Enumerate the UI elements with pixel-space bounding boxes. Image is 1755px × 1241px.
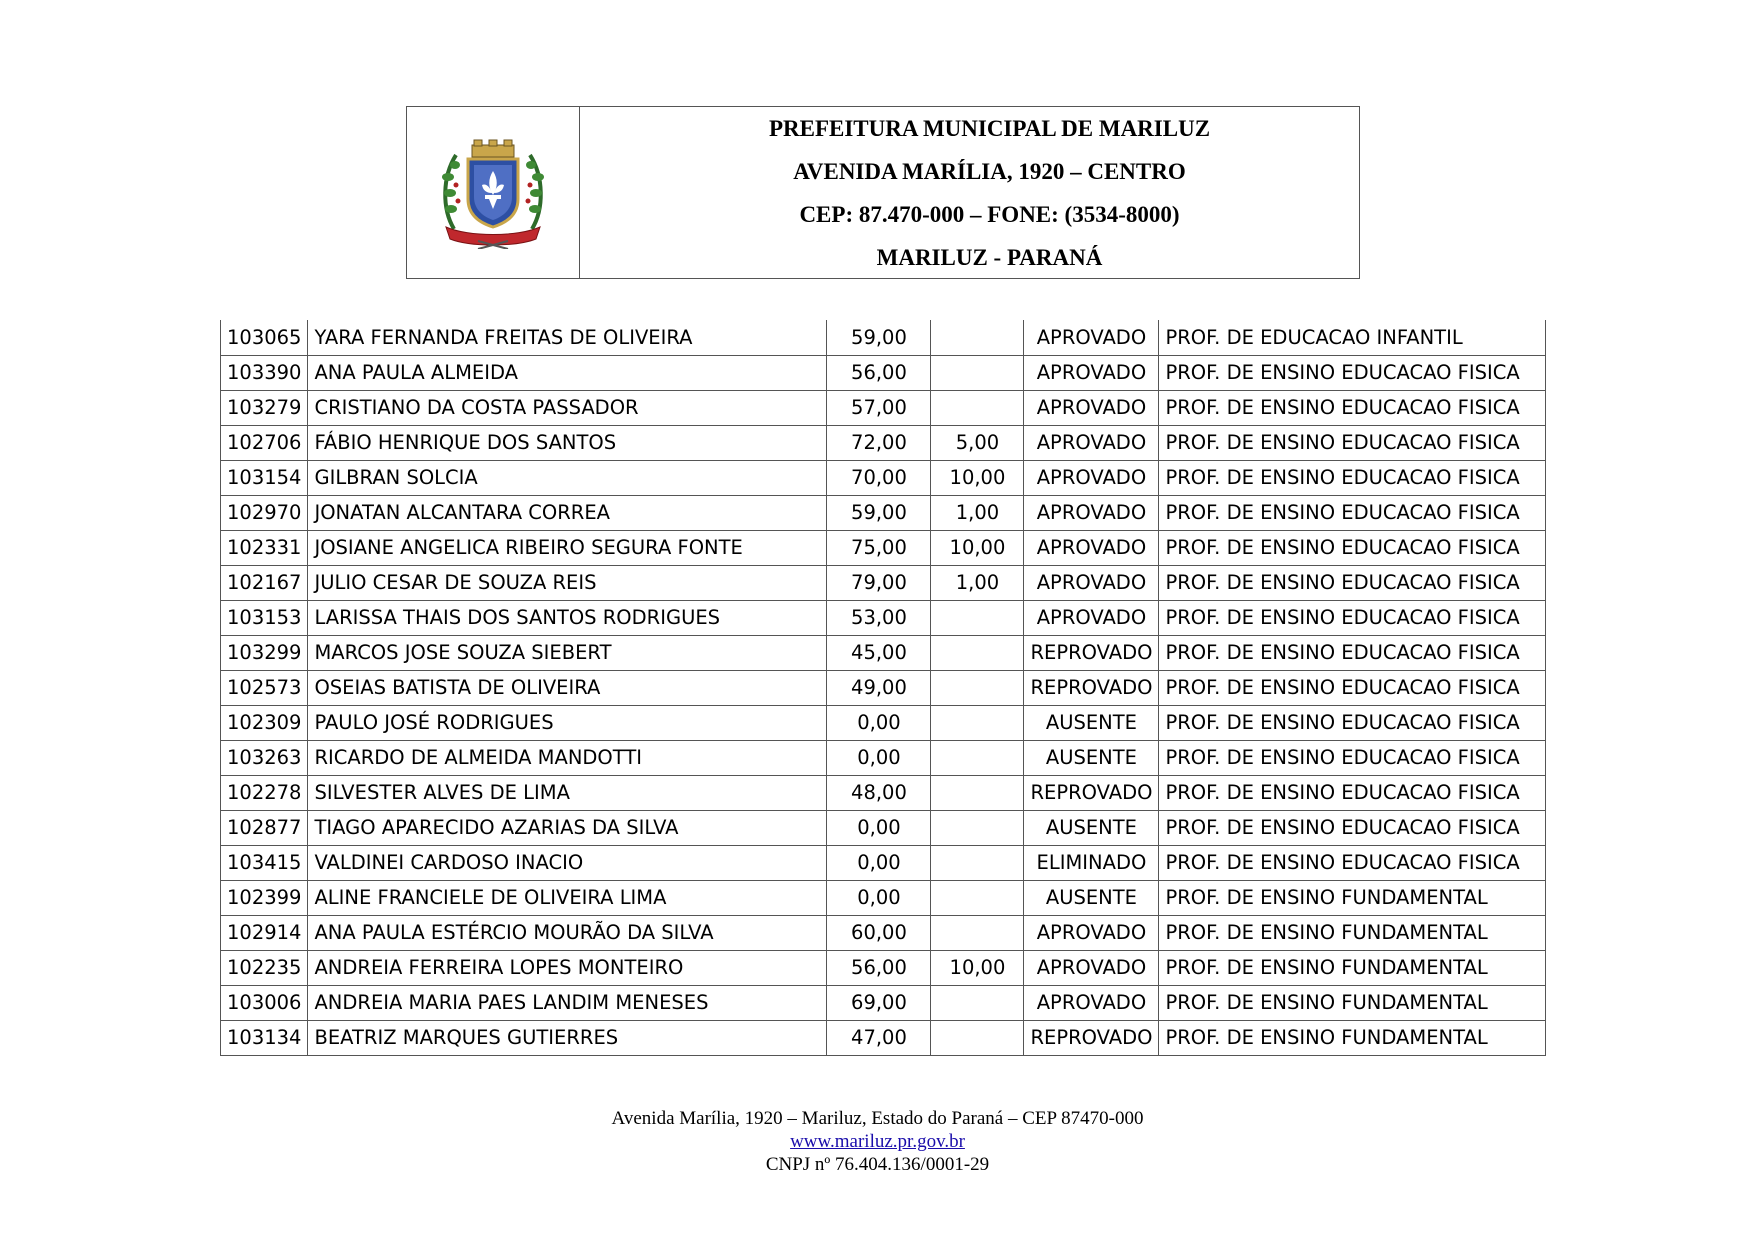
candidate-name-cell: VALDINEI CARDOSO INACIO	[308, 845, 827, 880]
role-cell: PROF. DE EDUCACAO INFANTIL	[1159, 320, 1546, 355]
score-cell: 56,00	[827, 355, 931, 390]
bonus-cell	[931, 1020, 1024, 1055]
results-table	[220, 320, 1546, 1056]
bonus-cell	[931, 775, 1024, 810]
table-row	[221, 950, 1546, 985]
role-cell: PROF. DE ENSINO EDUCACAO FISICA	[1159, 390, 1546, 425]
municipality-address: AVENIDA MARÍLIA, 1920 – CENTRO	[793, 158, 1186, 184]
status-cell: APROVADO	[1024, 950, 1159, 985]
role-cell: PROF. DE ENSINO FUNDAMENTAL	[1159, 950, 1546, 985]
candidate-id-cell: 102309	[221, 705, 308, 740]
letterhead-title-block	[580, 107, 1359, 278]
status-cell: APROVADO	[1024, 915, 1159, 950]
bonus-cell	[931, 880, 1024, 915]
score-cell: 75,00	[827, 530, 931, 565]
score-cell: 0,00	[827, 705, 931, 740]
candidate-name-cell: TIAGO APARECIDO AZARIAS DA SILVA	[308, 810, 827, 845]
candidate-id-cell: 102706	[221, 425, 308, 460]
table-row	[221, 460, 1546, 495]
candidate-name-cell: JOSIANE ANGELICA RIBEIRO SEGURA FONTE	[308, 530, 827, 565]
status-cell: REPROVADO	[1024, 670, 1159, 705]
candidate-id-cell: 103006	[221, 985, 308, 1020]
table-row	[221, 390, 1546, 425]
municipality-city-state: MARILUZ - PARANÁ	[876, 244, 1103, 270]
table-row	[221, 810, 1546, 845]
logo-cell	[407, 107, 580, 278]
role-cell: PROF. DE ENSINO EDUCACAO FISICA	[1159, 845, 1546, 880]
candidate-name-cell: SILVESTER ALVES DE LIMA	[308, 775, 827, 810]
role-cell: PROF. DE ENSINO EDUCACAO FISICA	[1159, 775, 1546, 810]
municipal-coat-of-arms-icon	[438, 137, 548, 249]
role-cell: PROF. DE ENSINO EDUCACAO FISICA	[1159, 355, 1546, 390]
status-cell: APROVADO	[1024, 460, 1159, 495]
candidate-name-cell: RICARDO DE ALMEIDA MANDOTTI	[308, 740, 827, 775]
bonus-cell	[931, 390, 1024, 425]
table-row	[221, 775, 1546, 810]
candidate-name-cell: ANA PAULA ALMEIDA	[308, 355, 827, 390]
candidate-name-cell: JONATAN ALCANTARA CORREA	[308, 495, 827, 530]
status-cell: APROVADO	[1024, 390, 1159, 425]
table-row	[221, 320, 1546, 355]
status-cell: APROVADO	[1024, 320, 1159, 355]
score-cell: 0,00	[827, 740, 931, 775]
candidate-id-cell: 103299	[221, 635, 308, 670]
role-cell: PROF. DE ENSINO EDUCACAO FISICA	[1159, 565, 1546, 600]
score-cell: 59,00	[827, 495, 931, 530]
score-cell: 0,00	[827, 845, 931, 880]
status-cell: AUSENTE	[1024, 740, 1159, 775]
role-cell: PROF. DE ENSINO EDUCACAO FISICA	[1159, 635, 1546, 670]
bonus-cell	[931, 600, 1024, 635]
bonus-cell	[931, 845, 1024, 880]
candidate-name-cell: YARA FERNANDA FREITAS DE OLIVEIRA	[308, 320, 827, 355]
score-cell: 53,00	[827, 600, 931, 635]
role-cell: PROF. DE ENSINO EDUCACAO FISICA	[1159, 495, 1546, 530]
table-row	[221, 915, 1546, 950]
bonus-cell	[931, 355, 1024, 390]
score-cell: 70,00	[827, 460, 931, 495]
candidate-id-cell: 102914	[221, 915, 308, 950]
table-row	[221, 880, 1546, 915]
bonus-cell	[931, 810, 1024, 845]
bonus-cell	[931, 740, 1024, 775]
bonus-cell	[931, 635, 1024, 670]
results-table-body	[221, 320, 1546, 1055]
score-cell: 72,00	[827, 425, 931, 460]
candidate-name-cell: ALINE FRANCIELE DE OLIVEIRA LIMA	[308, 880, 827, 915]
table-row	[221, 565, 1546, 600]
candidate-id-cell: 103153	[221, 600, 308, 635]
bonus-cell: 10,00	[931, 950, 1024, 985]
table-row	[221, 985, 1546, 1020]
status-cell: APROVADO	[1024, 530, 1159, 565]
score-cell: 0,00	[827, 880, 931, 915]
candidate-name-cell: GILBRAN SOLCIA	[308, 460, 827, 495]
score-cell: 47,00	[827, 1020, 931, 1055]
candidate-id-cell: 103279	[221, 390, 308, 425]
role-cell: PROF. DE ENSINO EDUCACAO FISICA	[1159, 740, 1546, 775]
score-cell: 49,00	[827, 670, 931, 705]
candidate-id-cell: 102399	[221, 880, 308, 915]
candidate-id-cell: 103065	[221, 320, 308, 355]
bonus-cell	[931, 670, 1024, 705]
table-row	[221, 600, 1546, 635]
table-row	[221, 355, 1546, 390]
table-row	[221, 1020, 1546, 1055]
role-cell: PROF. DE ENSINO EDUCACAO FISICA	[1159, 425, 1546, 460]
status-cell: REPROVADO	[1024, 635, 1159, 670]
score-cell: 57,00	[827, 390, 931, 425]
candidate-name-cell: ANDREIA MARIA PAES LANDIM MENESES	[308, 985, 827, 1020]
candidate-id-cell: 102970	[221, 495, 308, 530]
candidate-name-cell: PAULO JOSÉ RODRIGUES	[308, 705, 827, 740]
status-cell: APROVADO	[1024, 985, 1159, 1020]
candidate-id-cell: 103134	[221, 1020, 308, 1055]
status-cell: AUSENTE	[1024, 705, 1159, 740]
status-cell: APROVADO	[1024, 355, 1159, 390]
footer-address: Avenida Marília, 1920 – Mariluz, Estado do Paraná – CEP 87470-000	[611, 1108, 1144, 1129]
candidate-name-cell: BEATRIZ MARQUES GUTIERRES	[308, 1020, 827, 1055]
status-cell: ELIMINADO	[1024, 845, 1159, 880]
municipality-contact: CEP: 87.470-000 – FONE: (3534-8000)	[799, 201, 1180, 227]
candidate-name-cell: CRISTIANO DA COSTA PASSADOR	[308, 390, 827, 425]
table-row	[221, 845, 1546, 880]
role-cell: PROF. DE ENSINO EDUCACAO FISICA	[1159, 460, 1546, 495]
role-cell: PROF. DE ENSINO EDUCACAO FISICA	[1159, 705, 1546, 740]
bonus-cell	[931, 705, 1024, 740]
role-cell: PROF. DE ENSINO EDUCACAO FISICA	[1159, 670, 1546, 705]
table-row	[221, 530, 1546, 565]
page-footer	[0, 1107, 1755, 1176]
footer-website-link[interactable]: www.mariluz.pr.gov.br	[790, 1131, 965, 1152]
candidate-id-cell: 103263	[221, 740, 308, 775]
score-cell: 69,00	[827, 985, 931, 1020]
candidate-id-cell: 103415	[221, 845, 308, 880]
status-cell: APROVADO	[1024, 565, 1159, 600]
footer-cnpj: CNPJ nº 76.404.136/0001-29	[765, 1154, 990, 1175]
status-cell: REPROVADO	[1024, 775, 1159, 810]
candidate-name-cell: FÁBIO HENRIQUE DOS SANTOS	[308, 425, 827, 460]
role-cell: PROF. DE ENSINO FUNDAMENTAL	[1159, 880, 1546, 915]
candidate-name-cell: LARISSA THAIS DOS SANTOS RODRIGUES	[308, 600, 827, 635]
table-row	[221, 670, 1546, 705]
score-cell: 48,00	[827, 775, 931, 810]
score-cell: 0,00	[827, 810, 931, 845]
score-cell: 59,00	[827, 320, 931, 355]
bonus-cell	[931, 985, 1024, 1020]
role-cell: PROF. DE ENSINO FUNDAMENTAL	[1159, 985, 1546, 1020]
candidate-name-cell: MARCOS JOSE SOUZA SIEBERT	[308, 635, 827, 670]
bonus-cell	[931, 320, 1024, 355]
status-cell: REPROVADO	[1024, 1020, 1159, 1055]
candidate-id-cell: 102167	[221, 565, 308, 600]
candidate-id-cell: 102278	[221, 775, 308, 810]
candidate-id-cell: 102235	[221, 950, 308, 985]
table-row	[221, 740, 1546, 775]
status-cell: AUSENTE	[1024, 880, 1159, 915]
candidate-id-cell: 103154	[221, 460, 308, 495]
bonus-cell: 10,00	[931, 460, 1024, 495]
bonus-cell: 1,00	[931, 495, 1024, 530]
bonus-cell: 10,00	[931, 530, 1024, 565]
status-cell: APROVADO	[1024, 495, 1159, 530]
score-cell: 56,00	[827, 950, 931, 985]
status-cell: AUSENTE	[1024, 810, 1159, 845]
role-cell: PROF. DE ENSINO FUNDAMENTAL	[1159, 915, 1546, 950]
table-row	[221, 705, 1546, 740]
candidate-name-cell: OSEIAS BATISTA DE OLIVEIRA	[308, 670, 827, 705]
candidate-name-cell: ANA PAULA ESTÉRCIO MOURÃO DA SILVA	[308, 915, 827, 950]
candidate-name-cell: ANDREIA FERREIRA LOPES MONTEIRO	[308, 950, 827, 985]
status-cell: APROVADO	[1024, 600, 1159, 635]
score-cell: 60,00	[827, 915, 931, 950]
municipality-name: PREFEITURA MUNICIPAL DE MARILUZ	[768, 115, 1211, 141]
bonus-cell	[931, 915, 1024, 950]
table-row	[221, 425, 1546, 460]
score-cell: 79,00	[827, 565, 931, 600]
role-cell: PROF. DE ENSINO EDUCACAO FISICA	[1159, 530, 1546, 565]
bonus-cell: 1,00	[931, 565, 1024, 600]
candidate-id-cell: 102331	[221, 530, 308, 565]
role-cell: PROF. DE ENSINO FUNDAMENTAL	[1159, 1020, 1546, 1055]
score-cell: 45,00	[827, 635, 931, 670]
candidate-name-cell: JULIO CESAR DE SOUZA REIS	[308, 565, 827, 600]
candidate-id-cell: 102877	[221, 810, 308, 845]
role-cell: PROF. DE ENSINO EDUCACAO FISICA	[1159, 600, 1546, 635]
candidate-id-cell: 103390	[221, 355, 308, 390]
status-cell: APROVADO	[1024, 425, 1159, 460]
bonus-cell: 5,00	[931, 425, 1024, 460]
table-row	[221, 635, 1546, 670]
role-cell: PROF. DE ENSINO EDUCACAO FISICA	[1159, 810, 1546, 845]
letterhead	[406, 106, 1360, 279]
table-row	[221, 495, 1546, 530]
candidate-id-cell: 102573	[221, 670, 308, 705]
